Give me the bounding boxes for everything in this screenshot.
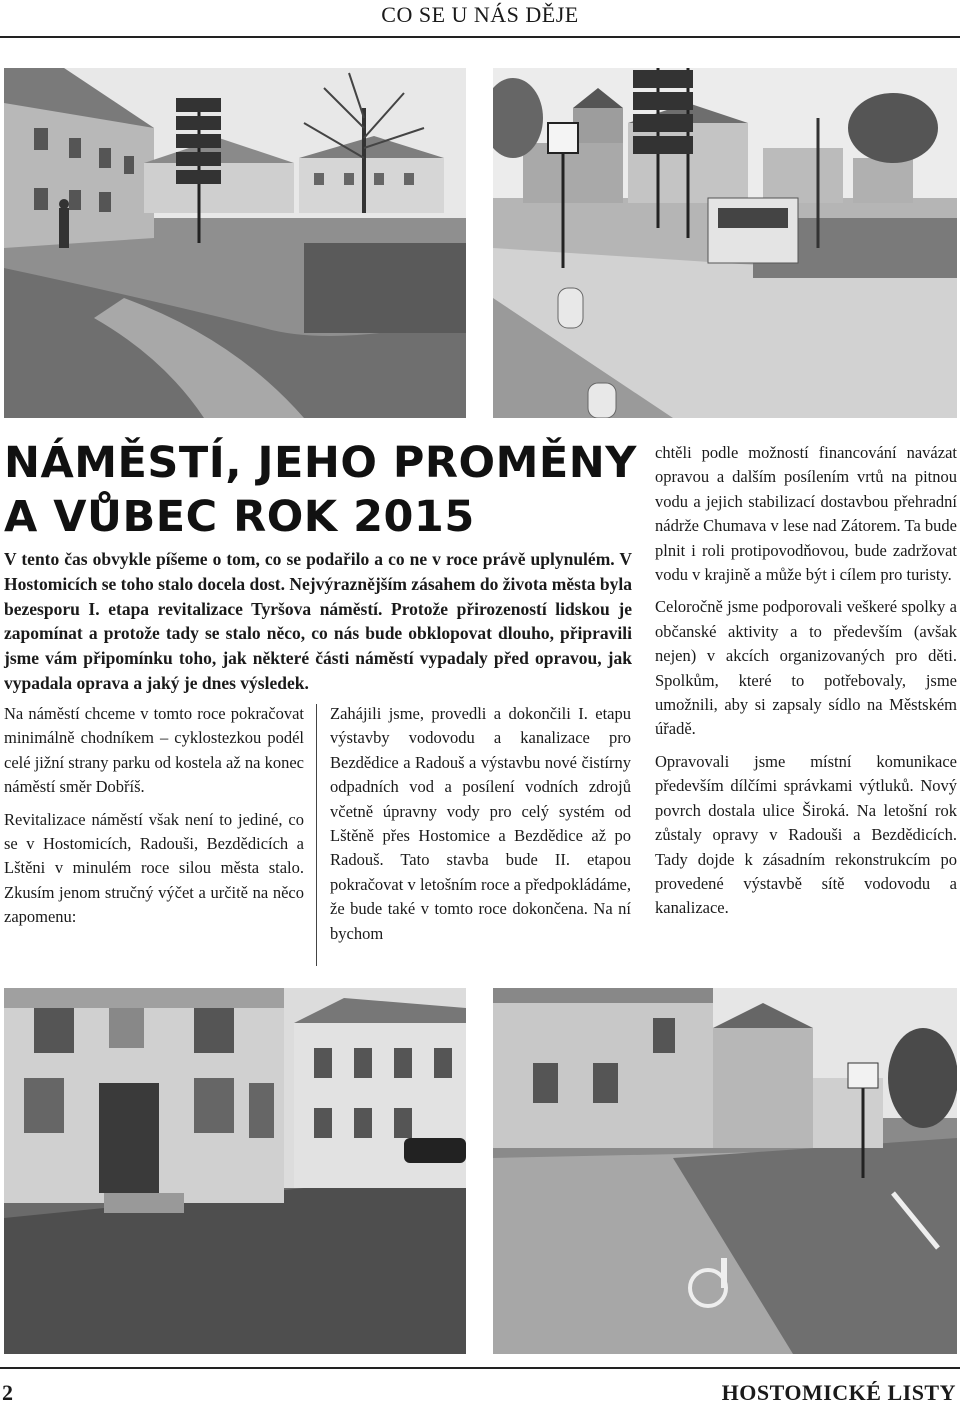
footer-divider [0,1367,960,1369]
paragraph: Revitalizace náměstí však není to jediné, co se v Hostomicích, Radouši, Bezdědicích a Lštěni v minulém roce silou města stalo. Zkusím jenom stručný výčet a určitě na něco zapomenu: [4,809,304,927]
article-lead: V tento čas obvykle píšeme o tom, co se podařilo a co ne v roce právě uplynulém. V Hostomicích se toho stalo docela dost. Nejvýraznějším zásahem do života města byla bezesporu I. etapa revitalizace Tyršova náměstí. Protože přirozeností lidskou je zapomínat a protože tady se stalo něco, co nás bude obklopovat dlouho, připravili jsme vám připomínku toho, jak některé části náměstí vypadaly před opravou, jak vypadala oprava a jaký je dnes výsledek. [4,549,632,693]
paragraph: Opravovali jsme místní komunikace především dílčími správkami výtluků. Nový povrch dostala ulice Široká. Na letošní rok zůstaly opravy v Radouši a Bezdědicích. Tady dojde k zásadním rekonstrukcím po provedené výstavbě sítě vodovodu a kanalizace. [655,751,957,918]
photo-square-before-renovation [4,68,466,418]
photo-town-hall-street [4,988,466,1354]
paragraph: chtěli podle možností financování navázat opravou a dalším posílením vrtů na pitnou vodu a jejich stabilizací dostavbou přehradní nádrže Chumava v lese nad Zátorem. Ta bude plnit i roli protipovodňovou, bude zadržovat vodu v krajině a může být i cílem pro turisty. [655,443,957,585]
article-headline [4,436,644,544]
header-divider [0,36,960,38]
headline-line-2: A VŮBEC ROK 2015 [4,492,475,542]
page-number: 2 [2,1380,13,1405]
headline-line-1: NÁMĚSTÍ, JEHO PROMĚNY [4,438,637,488]
text-column-1 [4,702,304,938]
paragraph: Na náměstí chceme v tomto roce pokračovat minimálně chodníkem – cyklostezkou podél celé jižní strany parku od kostela až na konec náměstí směr Dobříš. [4,704,304,797]
text-column-2 [330,702,631,954]
column-divider [316,704,317,966]
paragraph: Celoročně jsme podporovali veškeré spolky a občanské aktivity a to především (avšak nejen) v akcích organizovaných pro děti. Spolkům, které to potřebovaly, jsme umožnili, aby si zapsaly sídlo na Městském úřadě. [655,597,957,739]
paragraph: Zahájili jsme, provedli a dokončili I. etapu výstavby vodovodu a kanalizace pro Bezdědice a Radouš a výstavbu nové čistírny odpadních vod a posílení vodních zdrojů včetně úpravny vody pro celý systém od Lštěně přes Hostomice a Bezdědice až po Radouš. Tato stavba bude II. etapou pokračovat v letošním roce a předpokládáme, že bude také v tomto roce dokončena. Na ní bychom [330,704,631,943]
magazine-name: HOSTOMICKÉ LISTY [721,1380,956,1405]
text-column-3 [655,441,957,929]
section-title: CO SE U NÁS DĚJE [381,2,579,27]
photo-square-after-renovation [493,68,957,418]
photo-renovated-square-parking [493,988,957,1354]
